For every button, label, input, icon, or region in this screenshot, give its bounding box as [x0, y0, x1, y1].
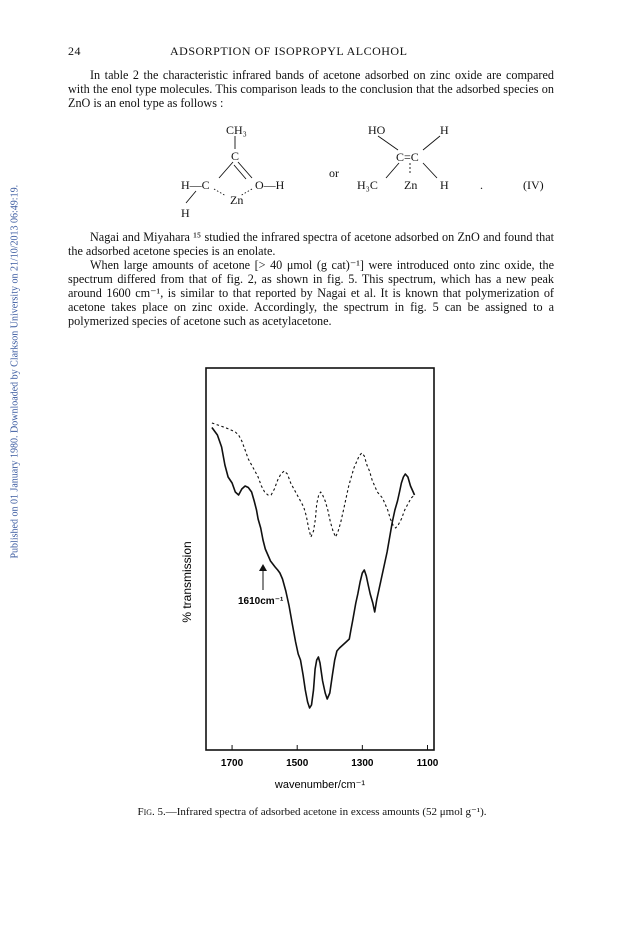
h3c-label: H₃C — [357, 178, 378, 192]
period: . — [480, 178, 483, 192]
x-axis-label: wavenumber/cm⁻¹ — [274, 779, 366, 791]
cc-label: C=C — [396, 150, 419, 164]
h-label: H — [181, 206, 190, 220]
h-right-label: H — [440, 178, 449, 192]
spectrum-dashed-line — [212, 423, 415, 537]
page-number: 24 — [68, 44, 81, 58]
x-tick-label: 1300 — [351, 758, 374, 769]
carbon-label: C — [231, 149, 240, 163]
structure-bonds — [0, 0, 624, 240]
figure-caption — [0, 805, 624, 818]
caption-prefix: Fig. 5. — [137, 806, 166, 818]
h-top-label: H — [440, 123, 449, 137]
x-tick-label: 1500 — [286, 758, 309, 769]
y-axis-label: % transmission — [180, 541, 194, 623]
arrow-head — [259, 564, 267, 571]
x-tick-label: 1700 — [220, 758, 244, 769]
running-title: ADSORPTION OF ISOPROPYL ALCOHOL — [170, 44, 408, 58]
caption-text: —Infrared spectra of adsorbed acetone in excess amounts (52 μmol g⁻¹). — [165, 806, 487, 818]
paragraph-1: In table 2 the characteristic infrared bands of acetone adsorbed on zinc oxide are compared with the enol type molecules. This comparison leads to the conclusion that the adsorbed species on ZnO is an enol type as follows : — [68, 68, 554, 110]
zn-right-label: Zn — [404, 178, 418, 192]
spectrum-solid-line — [212, 428, 415, 709]
x-tick-label: 1100 — [416, 758, 439, 769]
h-c-label: H—C — [181, 178, 210, 192]
ch3-label: CH₃ — [226, 123, 247, 137]
peak-annotation: 1610cm⁻¹ — [238, 596, 284, 607]
o-h-label: O—H — [255, 178, 285, 192]
paragraph-2: Nagai and Miyahara ¹⁵ studied the infrared spectra of acetone adsorbed on ZnO and found that the adsorbed acetone species is an enolate. — [68, 230, 554, 258]
ho-label: HO — [368, 123, 386, 137]
plot-frame — [206, 368, 434, 750]
download-notice: Published on 01 January 1980. Downloaded by Clarkson University on 21/10/2013 06:49:19. — [9, 184, 21, 559]
or-label: or — [329, 166, 339, 180]
ir-spectrum-chart — [0, 360, 624, 800]
paragraph-3: When large amounts of acetone [> 40 μmol (g cat)⁻¹] were introduced onto zinc oxide, the spectrum differed from that of fig. 2, as shown in fig. 5. This spectrum, which has a new peak around 1600 cm⁻¹, is similar to that reported by Nagai et al. It is known that polymerization of acetone takes place on zinc oxide. Accordingly, the spectrum in fig. 5 can be assigned to a polymerized species of acetone such as acetylacetone. — [68, 258, 554, 328]
zn-label: Zn — [230, 193, 244, 207]
structure-number: (IV) — [523, 178, 544, 192]
